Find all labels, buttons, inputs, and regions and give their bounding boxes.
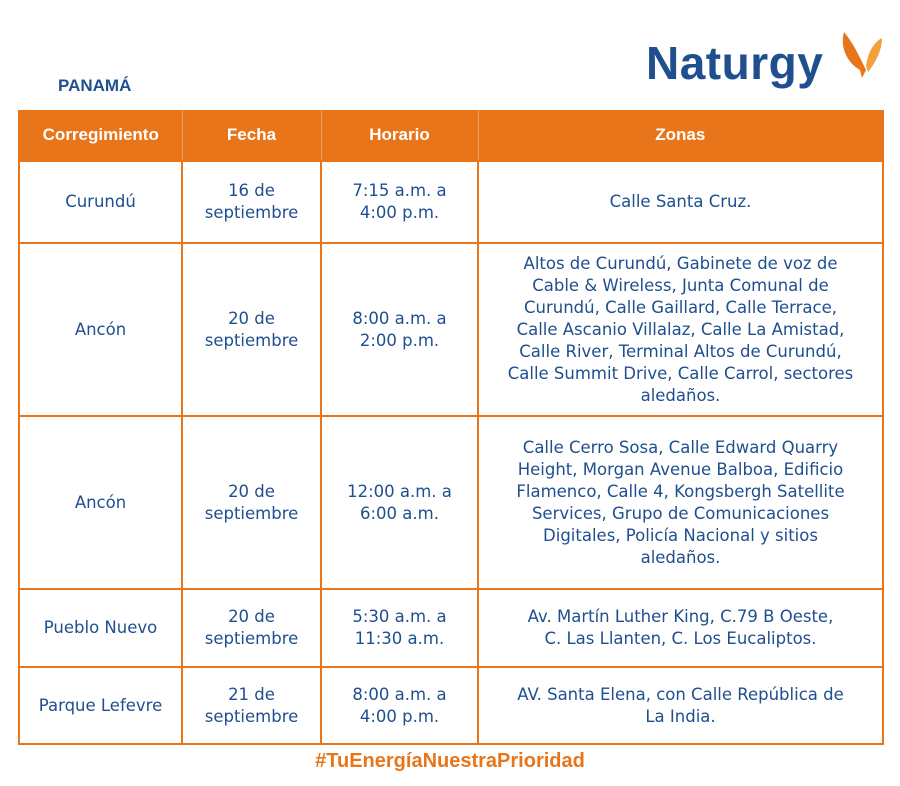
zonas-cell bbox=[478, 243, 883, 416]
fecha-cell-line: septiembre bbox=[204, 629, 299, 648]
horario-cell-line: 4:00 p.m. bbox=[359, 203, 440, 222]
corregimiento-cell: Parque Lefevre bbox=[19, 667, 182, 744]
fecha-cell-line: 20 de bbox=[228, 481, 275, 501]
fecha-cell bbox=[182, 589, 321, 667]
corregimiento-cell: Pueblo Nuevo bbox=[19, 589, 182, 667]
fecha-cell-line: 21 de bbox=[228, 684, 275, 704]
horario-cell-line: 2:00 p.m. bbox=[359, 330, 440, 350]
horario-cell bbox=[321, 416, 478, 589]
zonas-cell-line: Curundú, Calle Gaillard, Calle Terrace, bbox=[524, 297, 837, 317]
horario-cell-line: 8:00 a.m. a bbox=[352, 684, 447, 704]
table-row bbox=[19, 243, 883, 416]
horario-cell bbox=[321, 589, 478, 667]
zonas-cell-line: Calle Cerro Sosa, Calle Edward Quarry bbox=[522, 437, 839, 457]
horario-cell-line: 11:30 a.m. bbox=[354, 629, 445, 648]
corregimiento-cell: Ancón bbox=[19, 416, 182, 589]
zonas-cell bbox=[478, 416, 883, 589]
zonas-cell-line: aledaños. bbox=[640, 385, 721, 405]
zonas-cell-line: AV. Santa Elena, con Calle República de bbox=[517, 684, 844, 704]
zonas-cell-line: C. Las Llanten, C. Los Eucaliptos. bbox=[544, 629, 817, 648]
fecha-cell-line: septiembre bbox=[204, 330, 299, 350]
horario-cell-line: 12:00 a.m. a bbox=[347, 481, 452, 501]
fecha-cell-line: 20 de bbox=[228, 607, 275, 626]
table-row bbox=[19, 161, 883, 243]
fecha-cell-line: septiembre bbox=[204, 203, 299, 222]
horario-cell bbox=[321, 667, 478, 744]
horario-cell bbox=[321, 161, 478, 243]
zonas-cell-line: Digitales, Policía Nacional y sitios bbox=[543, 525, 818, 545]
horario-cell-line: 4:00 p.m. bbox=[359, 706, 440, 726]
schedule-table bbox=[18, 110, 884, 745]
header-zonas: Zonas bbox=[478, 110, 883, 161]
fecha-cell bbox=[182, 667, 321, 744]
zonas-cell bbox=[478, 667, 883, 744]
zonas-cell-line: aledaños. bbox=[640, 547, 721, 567]
fecha-cell-line: septiembre bbox=[204, 706, 299, 726]
horario-cell-line: 5:30 a.m. a bbox=[352, 607, 447, 626]
fecha-cell bbox=[182, 243, 321, 416]
table-header-row bbox=[19, 110, 883, 161]
zonas-cell-line: Av. Martín Luther King, C.79 B Oeste, bbox=[527, 607, 834, 626]
corregimiento-cell: Curundú bbox=[19, 161, 182, 243]
butterfly-icon bbox=[838, 28, 884, 80]
zonas-cell-line: Flamenco, Calle 4, Kongsbergh Satellite bbox=[516, 481, 845, 501]
table-row bbox=[19, 667, 883, 744]
hashtag: #TuEnergíaNuestraPrioridad bbox=[315, 750, 585, 772]
horario-cell-line: 7:15 a.m. a bbox=[352, 181, 447, 200]
header-corregimiento: Corregimiento bbox=[19, 110, 182, 161]
brand-name: Naturgy bbox=[646, 37, 824, 89]
fecha-cell-line: 20 de bbox=[228, 308, 275, 328]
fecha-cell bbox=[182, 161, 321, 243]
region-label: PANAMÁ bbox=[58, 76, 132, 95]
zonas-cell-line: Services, Grupo de Comunicaciones bbox=[531, 503, 830, 523]
table-row bbox=[19, 416, 883, 589]
corregimiento-cell: Ancón bbox=[19, 243, 182, 416]
zonas-cell-line: Calle Summit Drive, Calle Carrol, sectores bbox=[507, 363, 854, 383]
zonas-cell bbox=[478, 161, 883, 243]
zonas-cell-line: Cable & Wireless, Junta Comunal de bbox=[532, 275, 829, 295]
fecha-cell-line: septiembre bbox=[204, 503, 299, 523]
zonas-cell-line: Calle River, Terminal Altos de Curundú, bbox=[519, 341, 842, 361]
table-row bbox=[19, 589, 883, 667]
zonas-cell-line: Calle Santa Cruz. bbox=[609, 192, 752, 211]
fecha-cell bbox=[182, 416, 321, 589]
zonas-cell-line: Height, Morgan Avenue Balboa, Edificio bbox=[517, 459, 844, 479]
horario-cell-line: 6:00 a.m. bbox=[360, 503, 439, 523]
zonas-cell-line: Altos de Curundú, Gabinete de voz de bbox=[523, 253, 838, 273]
zonas-cell bbox=[478, 589, 883, 667]
zonas-cell-line: La India. bbox=[645, 706, 716, 726]
horario-cell-line: 8:00 a.m. a bbox=[352, 308, 447, 328]
header-horario: Horario bbox=[321, 110, 478, 161]
fecha-cell-line: 16 de bbox=[228, 181, 275, 200]
naturgy-logo bbox=[646, 28, 886, 96]
horario-cell bbox=[321, 243, 478, 416]
zonas-cell-line: Calle Ascanio Villalaz, Calle La Amistad, bbox=[516, 319, 845, 339]
header-fecha: Fecha bbox=[182, 110, 321, 161]
